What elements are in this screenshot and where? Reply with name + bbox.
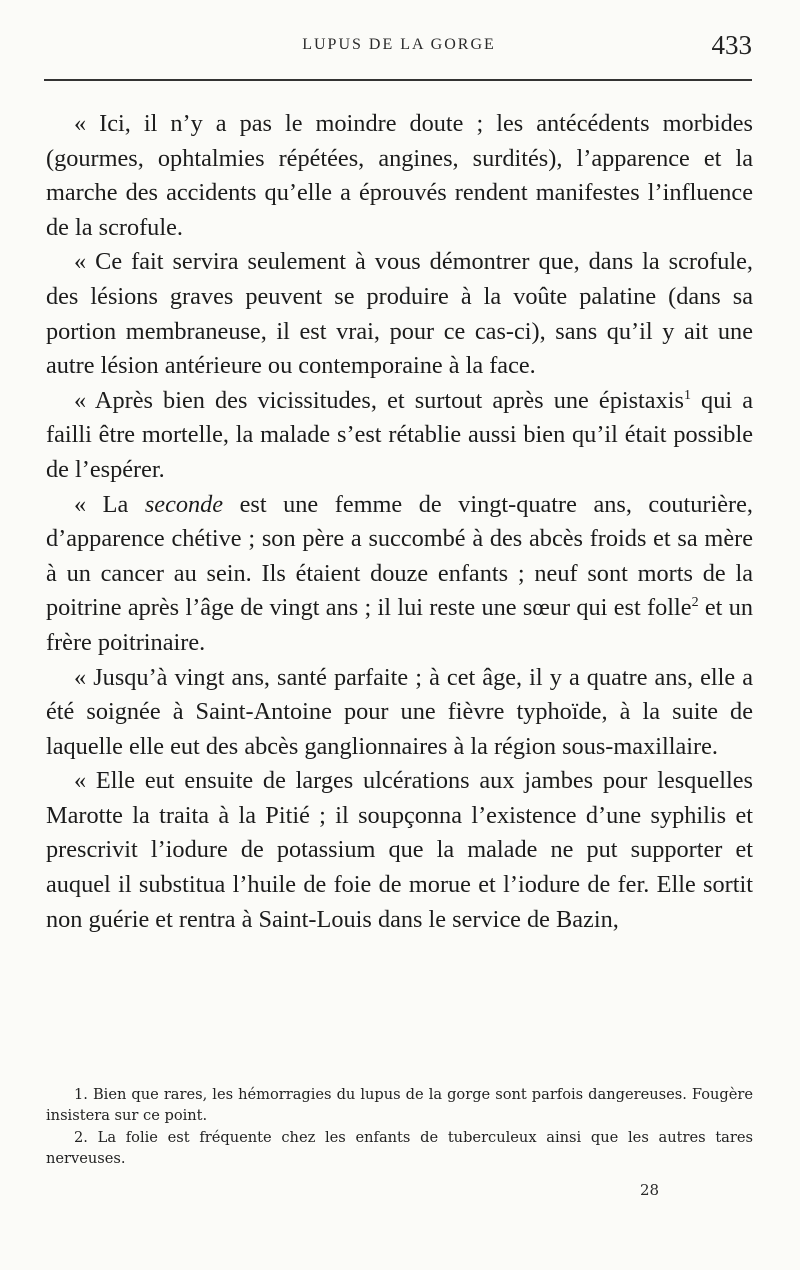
running-head xyxy=(46,32,752,62)
running-title: LUPUS DE LA GORGE xyxy=(302,36,496,53)
footnote: 2. La folie est fréquente chez les enfants de tuberculeux ainsi que les autres tares nerveuses. xyxy=(46,1129,753,1167)
paragraph-text: « La xyxy=(74,490,145,518)
paragraph-text: « Après bien des vicissitudes, et surtout après une épistaxis xyxy=(74,386,684,414)
header-rule xyxy=(44,79,752,81)
paragraph-text: qui a failli être mortelle, la malade s’est rétablie aussi bien qu’il était possible de l’espérer. xyxy=(46,386,753,483)
paragraph: « Jusqu’à vingt ans, santé parfaite ; à cet âge, il y a quatre ans, elle a été soignée à Saint-Antoine pour une fièvre typhoïde, à la suite de laquelle elle eut des abcès ganglionnaires à la région sous-maxillaire. xyxy=(46,663,753,760)
footnote: 1. Bien que rares, les hémorragies du lupus de la gorge sont parfois dangereuses. Fougère insistera sur ce point. xyxy=(46,1086,753,1124)
paragraph: « Ici, il n’y a pas le moindre doute ; les antécédents morbides (gourmes, ophtalmies répétées, angines, surdités), l’apparence et la marche des accidents qu’elle a éprouvés rendent manifestes l’influence de la scrofule. xyxy=(46,110,753,241)
paragraph xyxy=(46,384,753,488)
footnotes xyxy=(46,1085,753,1171)
paragraph xyxy=(46,488,753,661)
paragraph: « Elle eut ensuite de larges ulcérations aux jambes pour lesquelles Marotte la traita à la Pitié ; il soupçonna l’existence d’une syphilis et prescrivit l’iodure de potassium que la malade ne put supporter et auquel il substitua l’huile de foie de morue et l’iodure de fer. Elle sortit non guérie et rentra à Saint-Louis dans le service de Bazin, xyxy=(46,767,753,933)
paragraph: « Ce fait servira seulement à vous démontrer que, dans la scrofule, des lésions graves peuvent se produire à la voûte palatine (dans sa portion membraneuse, il est vrai, pour ce cas-ci), sans qu’il y ait une autre lésion antérieure ou contemporaine à la face. xyxy=(46,248,753,380)
signature-mark: 28 xyxy=(640,1181,660,1199)
page-number: 433 xyxy=(711,30,752,60)
footnote-reference: 2 xyxy=(691,595,699,611)
paragraph-text: et un frère poitrinaire. xyxy=(46,594,753,656)
emphasized-text: seconde xyxy=(144,490,224,518)
paragraph-text: est une femme de vingt-quatre ans, couturière, d’apparence chétive ; son père a succombé à des abcès froids et sa mère à un cancer au sein. Ils étaient douze enfants ; neuf sont morts de la poitrine après l’âge de vingt ans ; il lui reste une sœur qui est folle xyxy=(46,490,753,622)
footnote-reference: 1 xyxy=(683,387,691,403)
body-text xyxy=(46,107,753,937)
